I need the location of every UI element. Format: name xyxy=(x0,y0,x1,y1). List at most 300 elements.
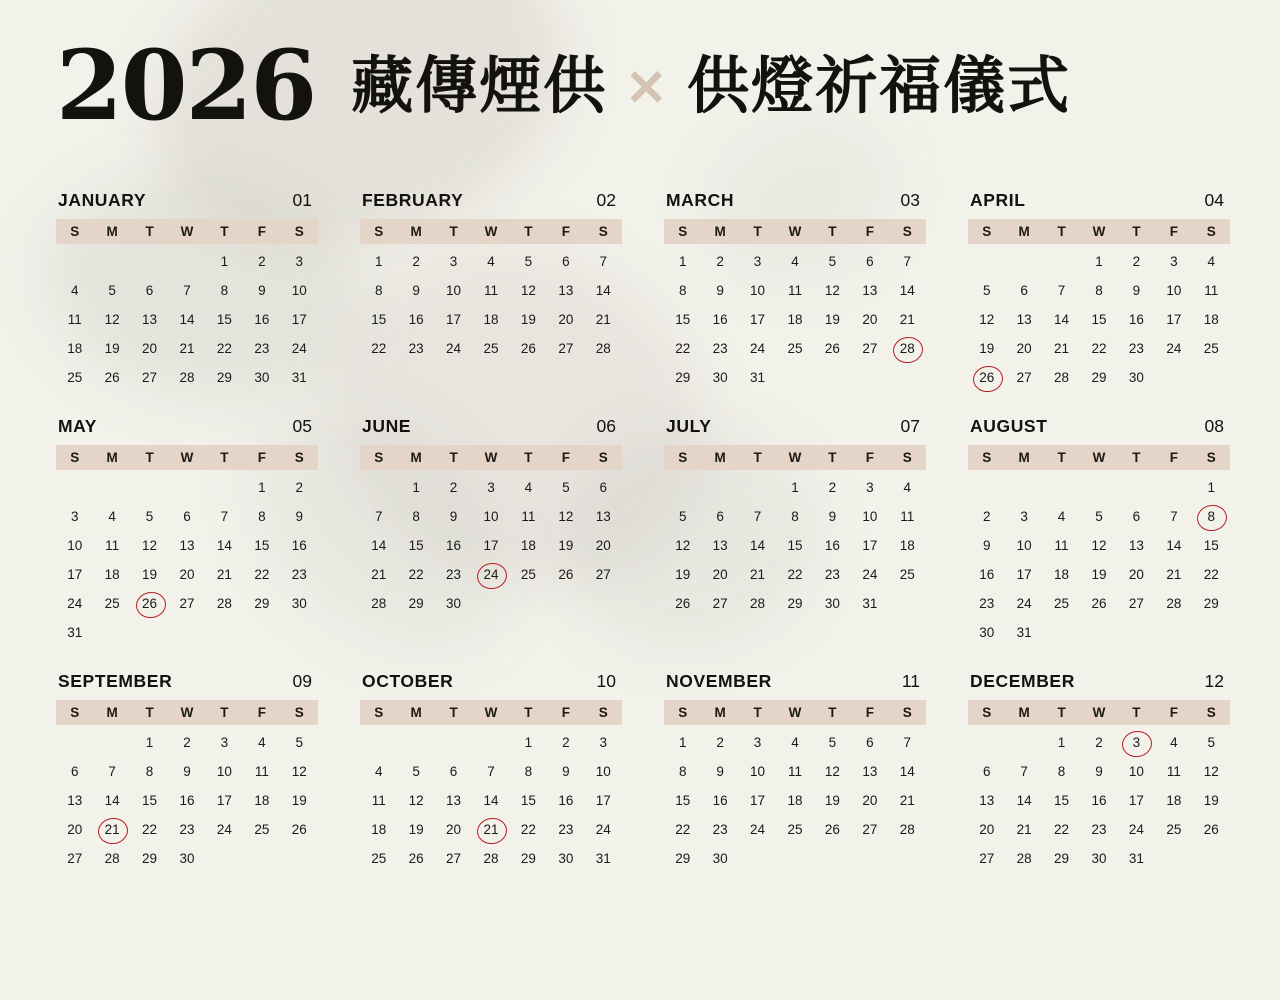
day-cell[interactable]: 9 xyxy=(562,764,570,779)
day-cell[interactable]: 22 xyxy=(371,341,387,356)
day-cell[interactable]: 27 xyxy=(1016,370,1032,385)
day-cell[interactable]: 20 xyxy=(862,312,878,327)
day-cell[interactable]: 3 xyxy=(1170,254,1178,269)
day-cell[interactable]: 11 xyxy=(254,764,269,779)
day-cell[interactable]: 11 xyxy=(371,793,386,808)
day-cell[interactable]: 17 xyxy=(483,538,499,553)
day-cell[interactable]: 19 xyxy=(675,567,691,582)
day-cell[interactable]: 6 xyxy=(1132,509,1141,524)
day-cell[interactable]: 2 xyxy=(828,480,837,495)
day-cell[interactable]: 20 xyxy=(712,567,728,582)
day-cell[interactable]: 23 xyxy=(712,341,728,356)
day-cell[interactable]: 16 xyxy=(712,793,728,808)
day-cell[interactable]: 8 xyxy=(791,509,799,524)
day-cell[interactable]: 24 xyxy=(1128,822,1144,837)
day-cell[interactable]: 14 xyxy=(595,283,611,298)
day-cell[interactable]: 12 xyxy=(824,283,840,298)
day-cell[interactable]: 27 xyxy=(446,851,462,866)
day-cell[interactable]: 17 xyxy=(862,538,878,553)
day-cell[interactable]: 27 xyxy=(595,567,611,582)
day-cell[interactable]: 30 xyxy=(1128,370,1144,385)
day-cell[interactable]: 25 xyxy=(1054,596,1070,611)
day-cell[interactable]: 20 xyxy=(142,341,158,356)
day-cell[interactable]: 22 xyxy=(408,567,424,582)
day-cell[interactable]: 24 xyxy=(750,822,766,837)
day-cell[interactable]: 23 xyxy=(824,567,840,582)
day-cell[interactable]: 9 xyxy=(183,764,191,779)
day-cell[interactable]: 27 xyxy=(712,596,728,611)
day-cell[interactable]: 29 xyxy=(142,851,158,866)
day-cell[interactable]: 21 xyxy=(1054,341,1070,356)
day-cell[interactable]: 30 xyxy=(712,370,728,385)
day-cell[interactable]: 11 xyxy=(105,538,120,553)
day-cell[interactable]: 16 xyxy=(408,312,424,327)
day-cell-highlighted[interactable]: 8 xyxy=(1193,502,1230,531)
day-cell[interactable]: 4 xyxy=(108,509,116,524)
day-cell[interactable]: 11 xyxy=(1166,764,1181,779)
day-cell[interactable]: 5 xyxy=(1095,509,1103,524)
day-cell[interactable]: 19 xyxy=(1203,793,1219,808)
day-cell[interactable]: 19 xyxy=(408,822,424,837)
day-cell[interactable]: 31 xyxy=(862,596,878,611)
day-cell[interactable]: 29 xyxy=(675,851,691,866)
day-cell[interactable]: 12 xyxy=(104,312,120,327)
day-cell[interactable]: 13 xyxy=(67,793,83,808)
day-cell[interactable]: 17 xyxy=(446,312,462,327)
day-cell[interactable]: 13 xyxy=(1016,312,1032,327)
day-cell[interactable]: 8 xyxy=(1057,764,1066,779)
day-cell[interactable]: 3 xyxy=(487,480,495,495)
day-cell[interactable]: 14 xyxy=(1166,538,1182,553)
day-cell[interactable]: 3 xyxy=(753,735,762,750)
day-cell[interactable]: 28 xyxy=(371,596,387,611)
day-cell[interactable]: 11 xyxy=(1054,538,1069,553)
day-cell[interactable]: 30 xyxy=(254,370,270,385)
day-cell[interactable]: 7 xyxy=(1020,764,1028,779)
day-cell[interactable]: 10 xyxy=(750,764,766,779)
day-cell[interactable]: 9 xyxy=(258,283,266,298)
day-cell[interactable]: 25 xyxy=(1203,341,1219,356)
day-cell[interactable]: 29 xyxy=(520,851,536,866)
day-cell[interactable]: 10 xyxy=(67,538,83,553)
day-cell[interactable]: 3 xyxy=(599,735,608,750)
day-cell[interactable]: 18 xyxy=(483,312,499,327)
day-cell[interactable]: 30 xyxy=(558,851,574,866)
day-cell[interactable]: 20 xyxy=(67,822,83,837)
day-cell[interactable]: 6 xyxy=(145,283,154,298)
day-cell[interactable]: 5 xyxy=(295,735,304,750)
day-cell[interactable]: 18 xyxy=(104,567,120,582)
day-cell[interactable]: 3 xyxy=(295,254,304,269)
day-cell[interactable]: 6 xyxy=(599,480,608,495)
day-cell[interactable]: 4 xyxy=(524,480,533,495)
day-cell[interactable]: 7 xyxy=(753,509,762,524)
day-cell[interactable]: 12 xyxy=(1203,764,1219,779)
day-cell[interactable]: 13 xyxy=(446,793,462,808)
day-cell[interactable]: 30 xyxy=(712,851,728,866)
day-cell[interactable]: 22 xyxy=(216,341,232,356)
day-cell[interactable]: 8 xyxy=(374,283,383,298)
day-cell[interactable]: 22 xyxy=(675,341,691,356)
day-cell[interactable]: 4 xyxy=(1207,254,1216,269)
day-cell[interactable]: 10 xyxy=(291,283,307,298)
day-cell[interactable]: 28 xyxy=(104,851,120,866)
day-cell[interactable]: 29 xyxy=(787,596,803,611)
day-cell[interactable]: 7 xyxy=(183,283,191,298)
day-cell[interactable]: 9 xyxy=(449,509,458,524)
day-cell-highlighted[interactable]: 21 xyxy=(93,815,130,844)
day-cell[interactable]: 29 xyxy=(1203,596,1219,611)
day-cell[interactable]: 9 xyxy=(982,538,991,553)
day-cell[interactable]: 12 xyxy=(558,509,574,524)
day-cell[interactable]: 18 xyxy=(1054,567,1070,582)
day-cell[interactable]: 17 xyxy=(1128,793,1144,808)
day-cell[interactable]: 14 xyxy=(216,538,232,553)
day-cell[interactable]: 27 xyxy=(179,596,195,611)
day-cell[interactable]: 5 xyxy=(678,509,687,524)
day-cell[interactable]: 1 xyxy=(220,254,229,269)
day-cell[interactable]: 21 xyxy=(750,567,766,582)
day-cell[interactable]: 29 xyxy=(216,370,232,385)
day-cell[interactable]: 11 xyxy=(67,312,82,327)
day-cell[interactable]: 13 xyxy=(142,312,158,327)
day-cell[interactable]: 30 xyxy=(291,596,307,611)
day-cell[interactable]: 15 xyxy=(675,793,691,808)
day-cell[interactable]: 7 xyxy=(487,764,495,779)
day-cell[interactable]: 21 xyxy=(216,567,232,582)
day-cell[interactable]: 24 xyxy=(862,567,878,582)
day-cell-highlighted[interactable]: 26 xyxy=(968,363,1005,392)
day-cell[interactable]: 18 xyxy=(520,538,536,553)
day-cell[interactable]: 11 xyxy=(521,509,536,524)
day-cell[interactable]: 27 xyxy=(862,341,878,356)
day-cell[interactable]: 11 xyxy=(483,283,498,298)
day-cell[interactable]: 6 xyxy=(866,254,874,269)
day-cell[interactable]: 11 xyxy=(787,283,802,298)
day-cell[interactable]: 26 xyxy=(824,822,840,837)
day-cell[interactable]: 7 xyxy=(599,254,608,269)
day-cell[interactable]: 19 xyxy=(558,538,574,553)
day-cell[interactable]: 23 xyxy=(446,567,462,582)
day-cell[interactable]: 13 xyxy=(862,764,878,779)
day-cell[interactable]: 6 xyxy=(449,764,458,779)
day-cell[interactable]: 5 xyxy=(524,254,533,269)
day-cell[interactable]: 7 xyxy=(903,254,912,269)
day-cell[interactable]: 13 xyxy=(558,283,574,298)
day-cell[interactable]: 12 xyxy=(1091,538,1107,553)
day-cell[interactable]: 28 xyxy=(1016,851,1032,866)
day-cell[interactable]: 7 xyxy=(220,509,229,524)
day-cell[interactable]: 1 xyxy=(1095,254,1103,269)
day-cell[interactable]: 29 xyxy=(1054,851,1070,866)
day-cell[interactable]: 15 xyxy=(520,793,536,808)
day-cell[interactable]: 25 xyxy=(520,567,536,582)
day-cell[interactable]: 13 xyxy=(712,538,728,553)
day-cell[interactable]: 23 xyxy=(291,567,307,582)
day-cell[interactable]: 11 xyxy=(787,764,802,779)
day-cell[interactable]: 3 xyxy=(70,509,79,524)
day-cell[interactable]: 4 xyxy=(487,254,495,269)
day-cell[interactable]: 3 xyxy=(449,254,458,269)
day-cell[interactable]: 18 xyxy=(899,538,915,553)
day-cell[interactable]: 10 xyxy=(750,283,766,298)
day-cell[interactable]: 13 xyxy=(595,509,611,524)
day-cell[interactable]: 1 xyxy=(412,480,420,495)
day-cell[interactable]: 8 xyxy=(258,509,266,524)
day-cell[interactable]: 15 xyxy=(216,312,232,327)
day-cell[interactable]: 16 xyxy=(254,312,270,327)
day-cell[interactable]: 14 xyxy=(899,764,915,779)
day-cell[interactable]: 22 xyxy=(520,822,536,837)
day-cell[interactable]: 1 xyxy=(1057,735,1066,750)
day-cell[interactable]: 19 xyxy=(824,312,840,327)
day-cell[interactable]: 6 xyxy=(183,509,191,524)
day-cell[interactable]: 2 xyxy=(449,480,458,495)
day-cell[interactable]: 30 xyxy=(446,596,462,611)
day-cell[interactable]: 24 xyxy=(216,822,232,837)
day-cell[interactable]: 18 xyxy=(254,793,270,808)
day-cell[interactable]: 17 xyxy=(67,567,83,582)
day-cell[interactable]: 10 xyxy=(595,764,611,779)
day-cell[interactable]: 14 xyxy=(104,793,120,808)
day-cell[interactable]: 17 xyxy=(1016,567,1032,582)
day-cell[interactable]: 13 xyxy=(862,283,878,298)
day-cell[interactable]: 1 xyxy=(145,735,154,750)
day-cell[interactable]: 26 xyxy=(104,370,120,385)
day-cell[interactable]: 10 xyxy=(862,509,878,524)
day-cell[interactable]: 31 xyxy=(291,370,307,385)
day-cell[interactable]: 31 xyxy=(67,625,83,640)
day-cell[interactable]: 8 xyxy=(524,764,533,779)
day-cell[interactable]: 21 xyxy=(1016,822,1032,837)
day-cell[interactable]: 10 xyxy=(216,764,232,779)
day-cell[interactable]: 10 xyxy=(1128,764,1144,779)
day-cell[interactable]: 20 xyxy=(1016,341,1032,356)
day-cell[interactable]: 27 xyxy=(979,851,995,866)
day-cell[interactable]: 16 xyxy=(558,793,574,808)
day-cell[interactable]: 21 xyxy=(371,567,387,582)
day-cell[interactable]: 20 xyxy=(558,312,574,327)
day-cell[interactable]: 15 xyxy=(675,312,691,327)
day-cell[interactable]: 5 xyxy=(562,480,570,495)
day-cell[interactable]: 2 xyxy=(295,480,304,495)
day-cell[interactable]: 5 xyxy=(412,764,420,779)
day-cell[interactable]: 24 xyxy=(750,341,766,356)
day-cell[interactable]: 6 xyxy=(982,764,991,779)
day-cell[interactable]: 4 xyxy=(791,254,799,269)
day-cell[interactable]: 17 xyxy=(750,793,766,808)
day-cell[interactable]: 26 xyxy=(1203,822,1219,837)
day-cell-highlighted[interactable]: 26 xyxy=(131,589,168,618)
day-cell[interactable]: 6 xyxy=(1020,283,1028,298)
day-cell[interactable]: 29 xyxy=(408,596,424,611)
day-cell[interactable]: 24 xyxy=(67,596,83,611)
day-cell[interactable]: 11 xyxy=(1204,283,1219,298)
day-cell[interactable]: 30 xyxy=(179,851,195,866)
day-cell[interactable]: 19 xyxy=(1091,567,1107,582)
day-cell[interactable]: 5 xyxy=(145,509,154,524)
day-cell[interactable]: 28 xyxy=(216,596,232,611)
day-cell[interactable]: 7 xyxy=(1170,509,1178,524)
day-cell[interactable]: 26 xyxy=(675,596,691,611)
day-cell[interactable]: 15 xyxy=(787,538,803,553)
day-cell[interactable]: 23 xyxy=(712,822,728,837)
day-cell[interactable]: 9 xyxy=(716,283,724,298)
day-cell[interactable]: 21 xyxy=(595,312,611,327)
day-cell[interactable]: 2 xyxy=(1132,254,1141,269)
day-cell[interactable]: 23 xyxy=(979,596,995,611)
day-cell[interactable]: 4 xyxy=(1170,735,1178,750)
day-cell[interactable]: 5 xyxy=(1207,735,1216,750)
day-cell[interactable]: 14 xyxy=(750,538,766,553)
day-cell[interactable]: 18 xyxy=(67,341,83,356)
day-cell[interactable]: 22 xyxy=(675,822,691,837)
day-cell[interactable]: 24 xyxy=(291,341,307,356)
day-cell[interactable]: 6 xyxy=(716,509,724,524)
day-cell[interactable]: 17 xyxy=(750,312,766,327)
day-cell[interactable]: 19 xyxy=(291,793,307,808)
day-cell[interactable]: 12 xyxy=(142,538,158,553)
day-cell[interactable]: 15 xyxy=(142,793,158,808)
day-cell[interactable]: 2 xyxy=(982,509,991,524)
day-cell[interactable]: 1 xyxy=(791,480,799,495)
day-cell[interactable]: 17 xyxy=(291,312,307,327)
day-cell[interactable]: 16 xyxy=(446,538,462,553)
day-cell[interactable]: 27 xyxy=(862,822,878,837)
day-cell[interactable]: 5 xyxy=(108,283,116,298)
day-cell[interactable]: 25 xyxy=(787,341,803,356)
day-cell[interactable]: 17 xyxy=(216,793,232,808)
day-cell[interactable]: 30 xyxy=(1091,851,1107,866)
day-cell[interactable]: 13 xyxy=(979,793,995,808)
day-cell[interactable]: 24 xyxy=(595,822,611,837)
day-cell[interactable]: 25 xyxy=(899,567,915,582)
day-cell[interactable]: 12 xyxy=(675,538,691,553)
day-cell[interactable]: 28 xyxy=(483,851,499,866)
day-cell[interactable]: 18 xyxy=(371,822,387,837)
day-cell[interactable]: 23 xyxy=(408,341,424,356)
day-cell[interactable]: 6 xyxy=(70,764,79,779)
day-cell[interactable]: 4 xyxy=(1057,509,1066,524)
day-cell[interactable]: 16 xyxy=(712,312,728,327)
day-cell[interactable]: 8 xyxy=(220,283,229,298)
day-cell[interactable]: 14 xyxy=(483,793,499,808)
day-cell[interactable]: 18 xyxy=(787,793,803,808)
day-cell[interactable]: 22 xyxy=(1091,341,1107,356)
day-cell[interactable]: 15 xyxy=(1091,312,1107,327)
day-cell[interactable]: 26 xyxy=(1091,596,1107,611)
day-cell[interactable]: 27 xyxy=(67,851,83,866)
day-cell[interactable]: 20 xyxy=(862,793,878,808)
day-cell[interactable]: 2 xyxy=(258,254,266,269)
day-cell[interactable]: 19 xyxy=(142,567,158,582)
day-cell[interactable]: 25 xyxy=(104,596,120,611)
day-cell-highlighted[interactable]: 24 xyxy=(472,560,509,589)
day-cell[interactable]: 2 xyxy=(716,735,724,750)
day-cell[interactable]: 1 xyxy=(1207,480,1216,495)
day-cell[interactable]: 5 xyxy=(982,283,991,298)
day-cell[interactable]: 10 xyxy=(1166,283,1182,298)
day-cell[interactable]: 14 xyxy=(371,538,387,553)
day-cell[interactable]: 17 xyxy=(1166,312,1182,327)
day-cell[interactable]: 23 xyxy=(1128,341,1144,356)
day-cell[interactable]: 2 xyxy=(412,254,420,269)
day-cell[interactable]: 8 xyxy=(145,764,154,779)
day-cell[interactable]: 10 xyxy=(446,283,462,298)
day-cell[interactable]: 7 xyxy=(108,764,116,779)
day-cell[interactable]: 12 xyxy=(520,283,536,298)
day-cell[interactable]: 20 xyxy=(179,567,195,582)
day-cell[interactable]: 28 xyxy=(750,596,766,611)
day-cell[interactable]: 13 xyxy=(179,538,195,553)
day-cell[interactable]: 9 xyxy=(1132,283,1141,298)
day-cell[interactable]: 28 xyxy=(179,370,195,385)
day-cell[interactable]: 26 xyxy=(558,567,574,582)
day-cell[interactable]: 29 xyxy=(254,596,270,611)
day-cell[interactable]: 16 xyxy=(179,793,195,808)
day-cell[interactable]: 7 xyxy=(1057,283,1066,298)
day-cell[interactable]: 26 xyxy=(408,851,424,866)
day-cell[interactable]: 8 xyxy=(678,764,687,779)
day-cell[interactable]: 21 xyxy=(1166,567,1182,582)
day-cell[interactable]: 19 xyxy=(520,312,536,327)
day-cell[interactable]: 25 xyxy=(1166,822,1182,837)
day-cell[interactable]: 23 xyxy=(254,341,270,356)
day-cell[interactable]: 28 xyxy=(1166,596,1182,611)
day-cell[interactable]: 27 xyxy=(1128,596,1144,611)
day-cell[interactable]: 13 xyxy=(1128,538,1144,553)
day-cell[interactable]: 4 xyxy=(374,764,383,779)
day-cell[interactable]: 14 xyxy=(1054,312,1070,327)
day-cell[interactable]: 3 xyxy=(1020,509,1028,524)
day-cell[interactable]: 11 xyxy=(900,509,915,524)
day-cell[interactable]: 22 xyxy=(1054,822,1070,837)
day-cell[interactable]: 28 xyxy=(1054,370,1070,385)
day-cell[interactable]: 21 xyxy=(899,312,915,327)
day-cell[interactable]: 2 xyxy=(1095,735,1103,750)
day-cell[interactable]: 22 xyxy=(142,822,158,837)
day-cell[interactable]: 26 xyxy=(824,341,840,356)
day-cell[interactable]: 15 xyxy=(1054,793,1070,808)
day-cell[interactable]: 24 xyxy=(1166,341,1182,356)
day-cell[interactable]: 22 xyxy=(787,567,803,582)
day-cell[interactable]: 20 xyxy=(979,822,995,837)
day-cell[interactable]: 27 xyxy=(142,370,158,385)
day-cell[interactable]: 9 xyxy=(828,509,837,524)
day-cell[interactable]: 14 xyxy=(899,283,915,298)
day-cell[interactable]: 16 xyxy=(291,538,307,553)
day-cell[interactable]: 20 xyxy=(1128,567,1144,582)
day-cell[interactable]: 21 xyxy=(179,341,195,356)
day-cell-highlighted[interactable]: 3 xyxy=(1118,728,1155,757)
day-cell[interactable]: 1 xyxy=(678,735,687,750)
day-cell[interactable]: 9 xyxy=(295,509,304,524)
day-cell[interactable]: 23 xyxy=(1091,822,1107,837)
day-cell[interactable]: 16 xyxy=(979,567,995,582)
day-cell[interactable]: 29 xyxy=(1091,370,1107,385)
day-cell[interactable]: 26 xyxy=(291,822,307,837)
day-cell[interactable]: 24 xyxy=(1016,596,1032,611)
day-cell[interactable]: 22 xyxy=(1203,567,1219,582)
day-cell[interactable]: 5 xyxy=(828,735,837,750)
day-cell[interactable]: 1 xyxy=(258,480,266,495)
day-cell[interactable]: 1 xyxy=(374,254,383,269)
day-cell[interactable]: 1 xyxy=(678,254,687,269)
day-cell[interactable]: 17 xyxy=(595,793,611,808)
day-cell[interactable]: 31 xyxy=(750,370,766,385)
day-cell[interactable]: 31 xyxy=(1016,625,1032,640)
day-cell[interactable]: 28 xyxy=(595,341,611,356)
